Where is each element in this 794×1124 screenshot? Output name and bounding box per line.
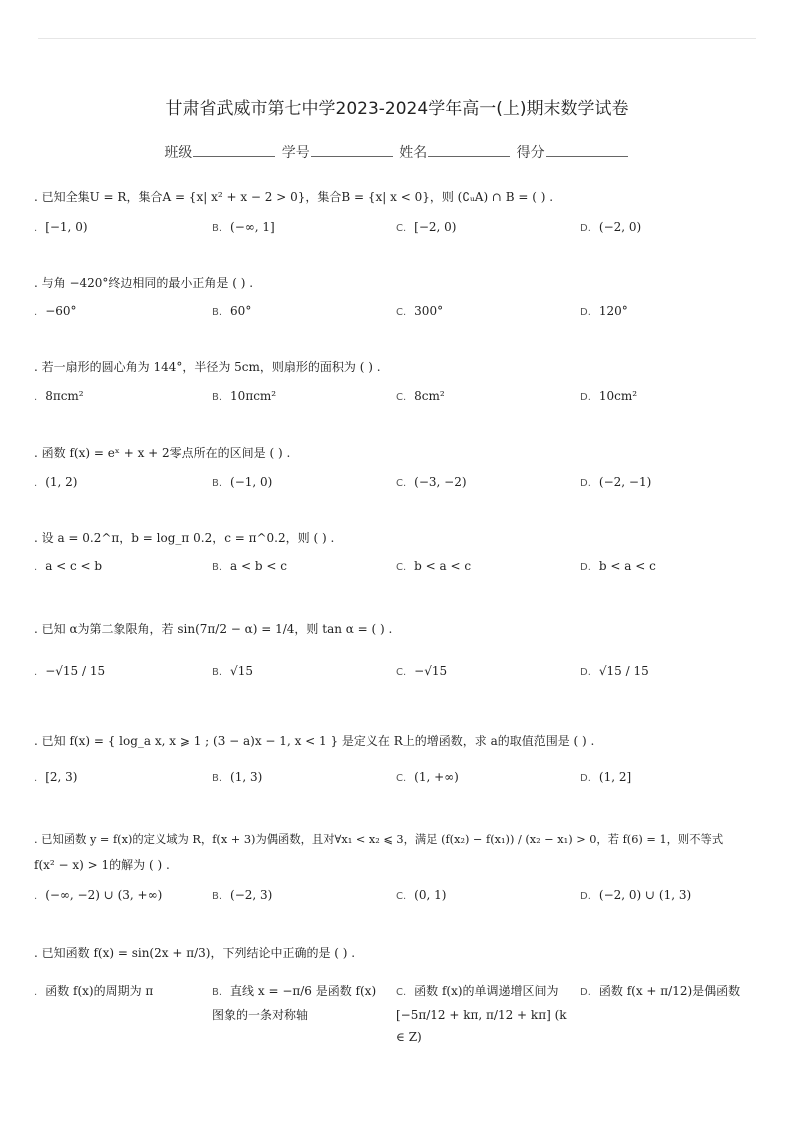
question-2-option-d[interactable]: D. 120° [580, 304, 628, 318]
question-4-option-a[interactable]: . (1, 2) [34, 475, 78, 489]
question-4-option-b[interactable]: B. (−1, 0) [212, 475, 273, 489]
question-9-stem: . 已知函数 f(x) = sin(2x + π/3)，下列结论中正确的是 ( ) . [34, 946, 356, 960]
number-blank[interactable] [311, 144, 393, 157]
question-6-stem: . 已知 α为第二象限角，若 sin(7π/2 − α) = 1/4，则 tan α = ( ) . [34, 622, 393, 636]
question-1-option-a[interactable]: . [−1, 0) [34, 220, 88, 234]
question-3-option-a[interactable]: . 8πcm² [34, 389, 84, 403]
question-8-stem-continued: f(x² − x) > 1的解为 ( ) . [34, 858, 170, 872]
name-label: 姓名 [399, 145, 428, 161]
name-blank[interactable] [428, 144, 510, 157]
question-8-stem: . 已知函数 y = f(x)的定义域为 R，f(x + 3)为偶函数，且对∀x₁ < x₂ ⩽ 3，满足 (f(x₂) − f(x₁)) / (x₂ − x₁) > 0，若 f(6) = 1，则不等式 [34, 833, 724, 846]
question-2-stem: . 与角 −420°终边相同的最小正角是 ( ) . [34, 276, 254, 290]
question-4-stem: . 函数 f(x) = eˣ + x + 2零点所在的区间是 ( ) . [34, 446, 291, 460]
question-7-option-b[interactable]: B. (1, 3) [212, 770, 263, 784]
question-1-option-d[interactable]: D. (−2, 0) [580, 220, 642, 234]
question-7-option-c[interactable]: C. (1, +∞) [396, 770, 459, 784]
question-3-stem: . 若一扇形的圆心角为 144°，半径为 5cm，则扇形的面积为 ( ) . [34, 360, 381, 374]
question-1-stem: . 已知全集U = R，集合A = {x| x² + x − 2 > 0}，集合B = {x| x < 0}，则 (∁ᵤA) ∩ B = ( ) . [34, 190, 554, 204]
question-9-option-a[interactable]: . 函数 f(x)的周期为 π [34, 984, 154, 998]
question-6-option-a[interactable]: . −√15 / 15 [34, 664, 106, 678]
question-3-option-b[interactable]: B. 10πcm² [212, 389, 277, 403]
question-2-option-c[interactable]: C. 300° [396, 304, 444, 318]
question-8-option-a[interactable]: . (−∞, −2) ∪ (3, +∞) [34, 888, 163, 902]
question-4-option-d[interactable]: D. (−2, −1) [580, 475, 652, 489]
exam-title: 甘肃省武威市第七中学2023-2024学年高一(上)期末数学试卷 [165, 99, 629, 119]
question-7-option-d[interactable]: D. (1, 2] [580, 770, 632, 784]
question-6-option-d[interactable]: D. √15 / 15 [580, 664, 649, 678]
question-6-option-b[interactable]: B. √15 [212, 664, 253, 678]
question-6-option-c[interactable]: C. −√15 [396, 664, 448, 678]
class-label: 班级 [164, 145, 193, 161]
question-5-option-d[interactable]: D. b < a < c [580, 559, 656, 573]
question-5-option-a[interactable]: . a < c < b [34, 559, 103, 573]
question-5-option-b[interactable]: B. a < b < c [212, 559, 287, 573]
question-1-option-c[interactable]: C. [−2, 0) [396, 220, 457, 234]
question-8-option-d[interactable]: D. (−2, 0) ∪ (1, 3) [580, 888, 692, 902]
question-7-option-a[interactable]: . [2, 3) [34, 770, 78, 784]
question-7-stem: . 已知 f(x) = { log_a x, x ⩾ 1 ; (3 − a)x − 1, x < 1 } 是定义在 R上的增函数，求 a的取值范围是 ( ) . [34, 734, 595, 748]
student-info-line [0, 142, 794, 162]
question-9-option-d[interactable]: D. 函数 f(x + π/12)是偶函数 [580, 984, 741, 998]
question-8-option-b[interactable]: B. (−2, 3) [212, 888, 273, 902]
number-label: 学号 [281, 145, 310, 161]
score-blank[interactable] [546, 144, 628, 157]
question-8-option-c[interactable]: C. (0, 1) [396, 888, 447, 902]
question-2-option-b[interactable]: B. 60° [212, 304, 252, 318]
question-1-option-b[interactable]: B. (−∞, 1] [212, 220, 275, 234]
question-5-option-c[interactable]: C. b < a < c [396, 559, 472, 573]
question-9-option-c[interactable]: C. 函数 f(x)的单调递增区间为 [−5π/12 + kπ, π/12 + kπ] (k ∈ Z) [396, 984, 567, 1044]
score-label: 得分 [516, 145, 545, 161]
class-blank[interactable] [193, 144, 275, 157]
question-9-option-b[interactable]: B. 直线 x = −π/6 是函数 f(x)图象的一条对称轴 [212, 984, 377, 1022]
question-5-stem: . 设 a = 0.2^π，b = log_π 0.2，c = π^0.2，则 ( ) . [34, 531, 335, 545]
question-3-option-c[interactable]: C. 8cm² [396, 389, 445, 403]
question-3-option-d[interactable]: D. 10cm² [580, 389, 638, 403]
question-4-option-c[interactable]: C. (−3, −2) [396, 475, 467, 489]
question-2-option-a[interactable]: . −60° [34, 304, 77, 318]
top-rule [38, 38, 756, 39]
